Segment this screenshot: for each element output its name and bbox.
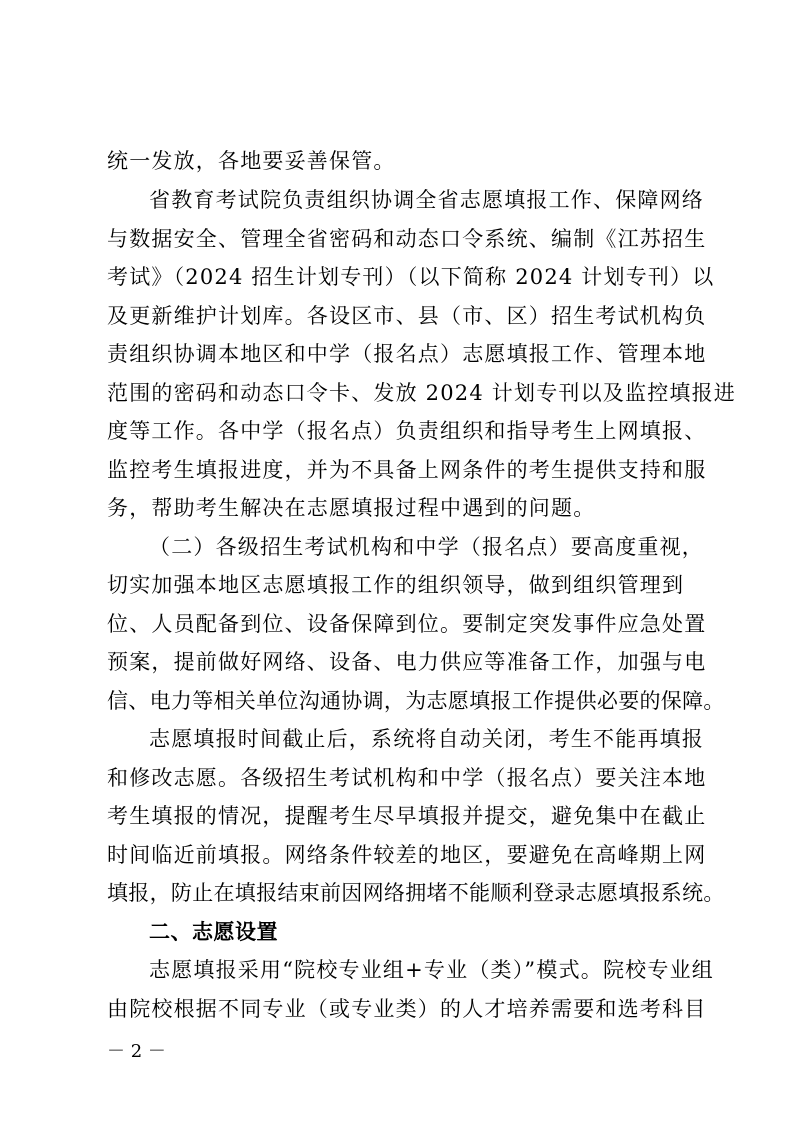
text-line: 时间临近前填报。网络条件较差的地区，要避免在高峰期上网: [107, 843, 707, 867]
text-line: 责组织协调本地区和中学（报名点）志愿填报工作、管理本地: [107, 342, 707, 366]
paragraph-start-line: 志愿填报时间截止后，系统将自动关闭，考生不能再填报: [149, 727, 704, 751]
paragraph-start-line: 省教育考试院负责组织协调全省志愿填报工作、保障网络: [149, 188, 704, 212]
text-line: 范围的密码和动态口令卡、发放 2024 计划专刊以及监控填报进: [107, 381, 736, 405]
text-line: 由院校根据不同专业（或专业类）的人才培养需要和选考科目: [107, 997, 707, 1021]
text-line: 位、人员配备到位、设备保障到位。要制定突发事件应急处置: [107, 612, 707, 636]
text-line: 填报，防止在填报结束前因网络拥堵不能顺利登录志愿填报系统。: [107, 881, 725, 905]
text-line: 及更新维护计划库。各设区市、县（市、区）招生考试机构负: [107, 304, 707, 328]
text-line: 切实加强本地区志愿填报工作的组织领导，做到组织管理到: [107, 573, 685, 597]
section-heading: 二、志愿设置: [149, 920, 278, 944]
text-line: 和修改志愿。各级招生考试机构和中学（报名点）要关注本地: [107, 766, 707, 790]
text-line: 预案，提前做好网络、设备、电力供应等准备工作，加强与电: [107, 650, 707, 674]
text-line: 信、电力等相关单位沟通协调，为志愿填报工作提供必要的保障。: [107, 689, 725, 713]
text-line: 度等工作。各中学（报名点）负责组织和指导考生上网填报、: [107, 419, 707, 443]
page-number: － 2 －: [107, 1041, 166, 1062]
text-line: 务，帮助考生解决在志愿填报过程中遇到的问题。: [107, 496, 596, 520]
text-line: 考生填报的情况，提醒考生尽早填报并提交，避免集中在截止: [107, 804, 707, 828]
paragraph-start-line: （二）各级招生考试机构和中学（报名点）要高度重视，: [149, 535, 704, 559]
text-line: 考试》（2024 招生计划专刊）（以下简称 2024 计划专刊）以: [107, 265, 715, 289]
text-line: 统一发放，各地要妥善保管。: [107, 149, 396, 173]
text-line: 与数据安全、管理全省密码和动态口令系统、编制《江苏招生: [107, 227, 707, 251]
text-line: 监控考生填报进度，并为不具备上网条件的考生提供支持和服: [107, 458, 707, 482]
paragraph-start-line: 志愿填报采用“院校专业组+专业（类）”模式。院校专业组: [149, 958, 714, 982]
